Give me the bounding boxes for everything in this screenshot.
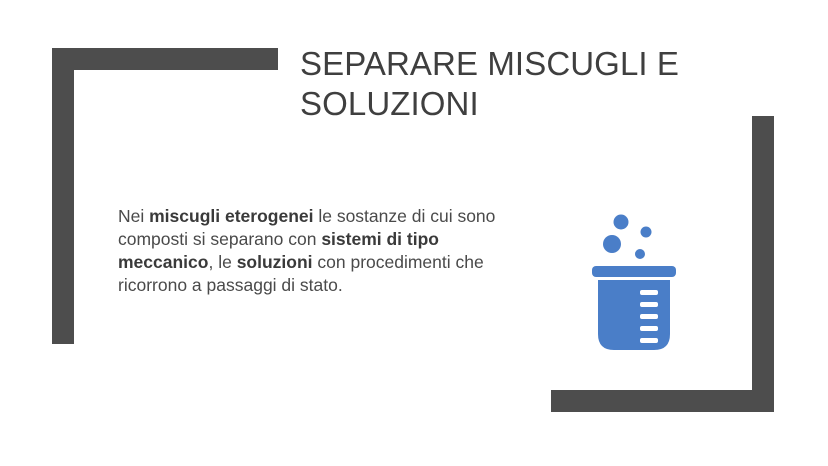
body-text-segment: sistemi di tipo meccanico [118, 229, 439, 273]
beaker-graduation [640, 326, 658, 331]
beaker-graduation [640, 290, 658, 295]
slide-title: SEPARARE MISCUGLI E SOLUZIONI [300, 45, 680, 123]
body-text-segment: miscugli eterogenei [149, 206, 314, 226]
decorative-bracket-bottom-right-vertical [752, 116, 774, 412]
body-text-segment: con procedimenti che ricorrono a passaggi di stato. [118, 252, 484, 296]
beaker-graduation [640, 302, 658, 307]
body-text-segment: , le [208, 252, 237, 273]
body-text-segment: le sostanze di cui sono composti si separano con [118, 206, 496, 250]
decorative-bracket-top-left-horizontal [52, 48, 278, 70]
beaker-graduation [640, 338, 658, 343]
slide-body-text [118, 205, 530, 297]
beaker-graduation [640, 314, 658, 319]
decorative-bracket-top-left-vertical [52, 48, 74, 344]
beaker-rim [592, 266, 676, 277]
bubble-icon [614, 215, 629, 230]
beaker-body [598, 280, 670, 350]
bubble-icon [635, 249, 645, 259]
bubble-icon [603, 235, 621, 253]
body-text-segment: Nei [118, 206, 150, 226]
body-text-segment: soluzioni [236, 252, 313, 273]
decorative-bracket-bottom-right-horizontal [551, 390, 774, 412]
beaker-illustration [574, 208, 694, 358]
bubble-icon [641, 227, 652, 238]
